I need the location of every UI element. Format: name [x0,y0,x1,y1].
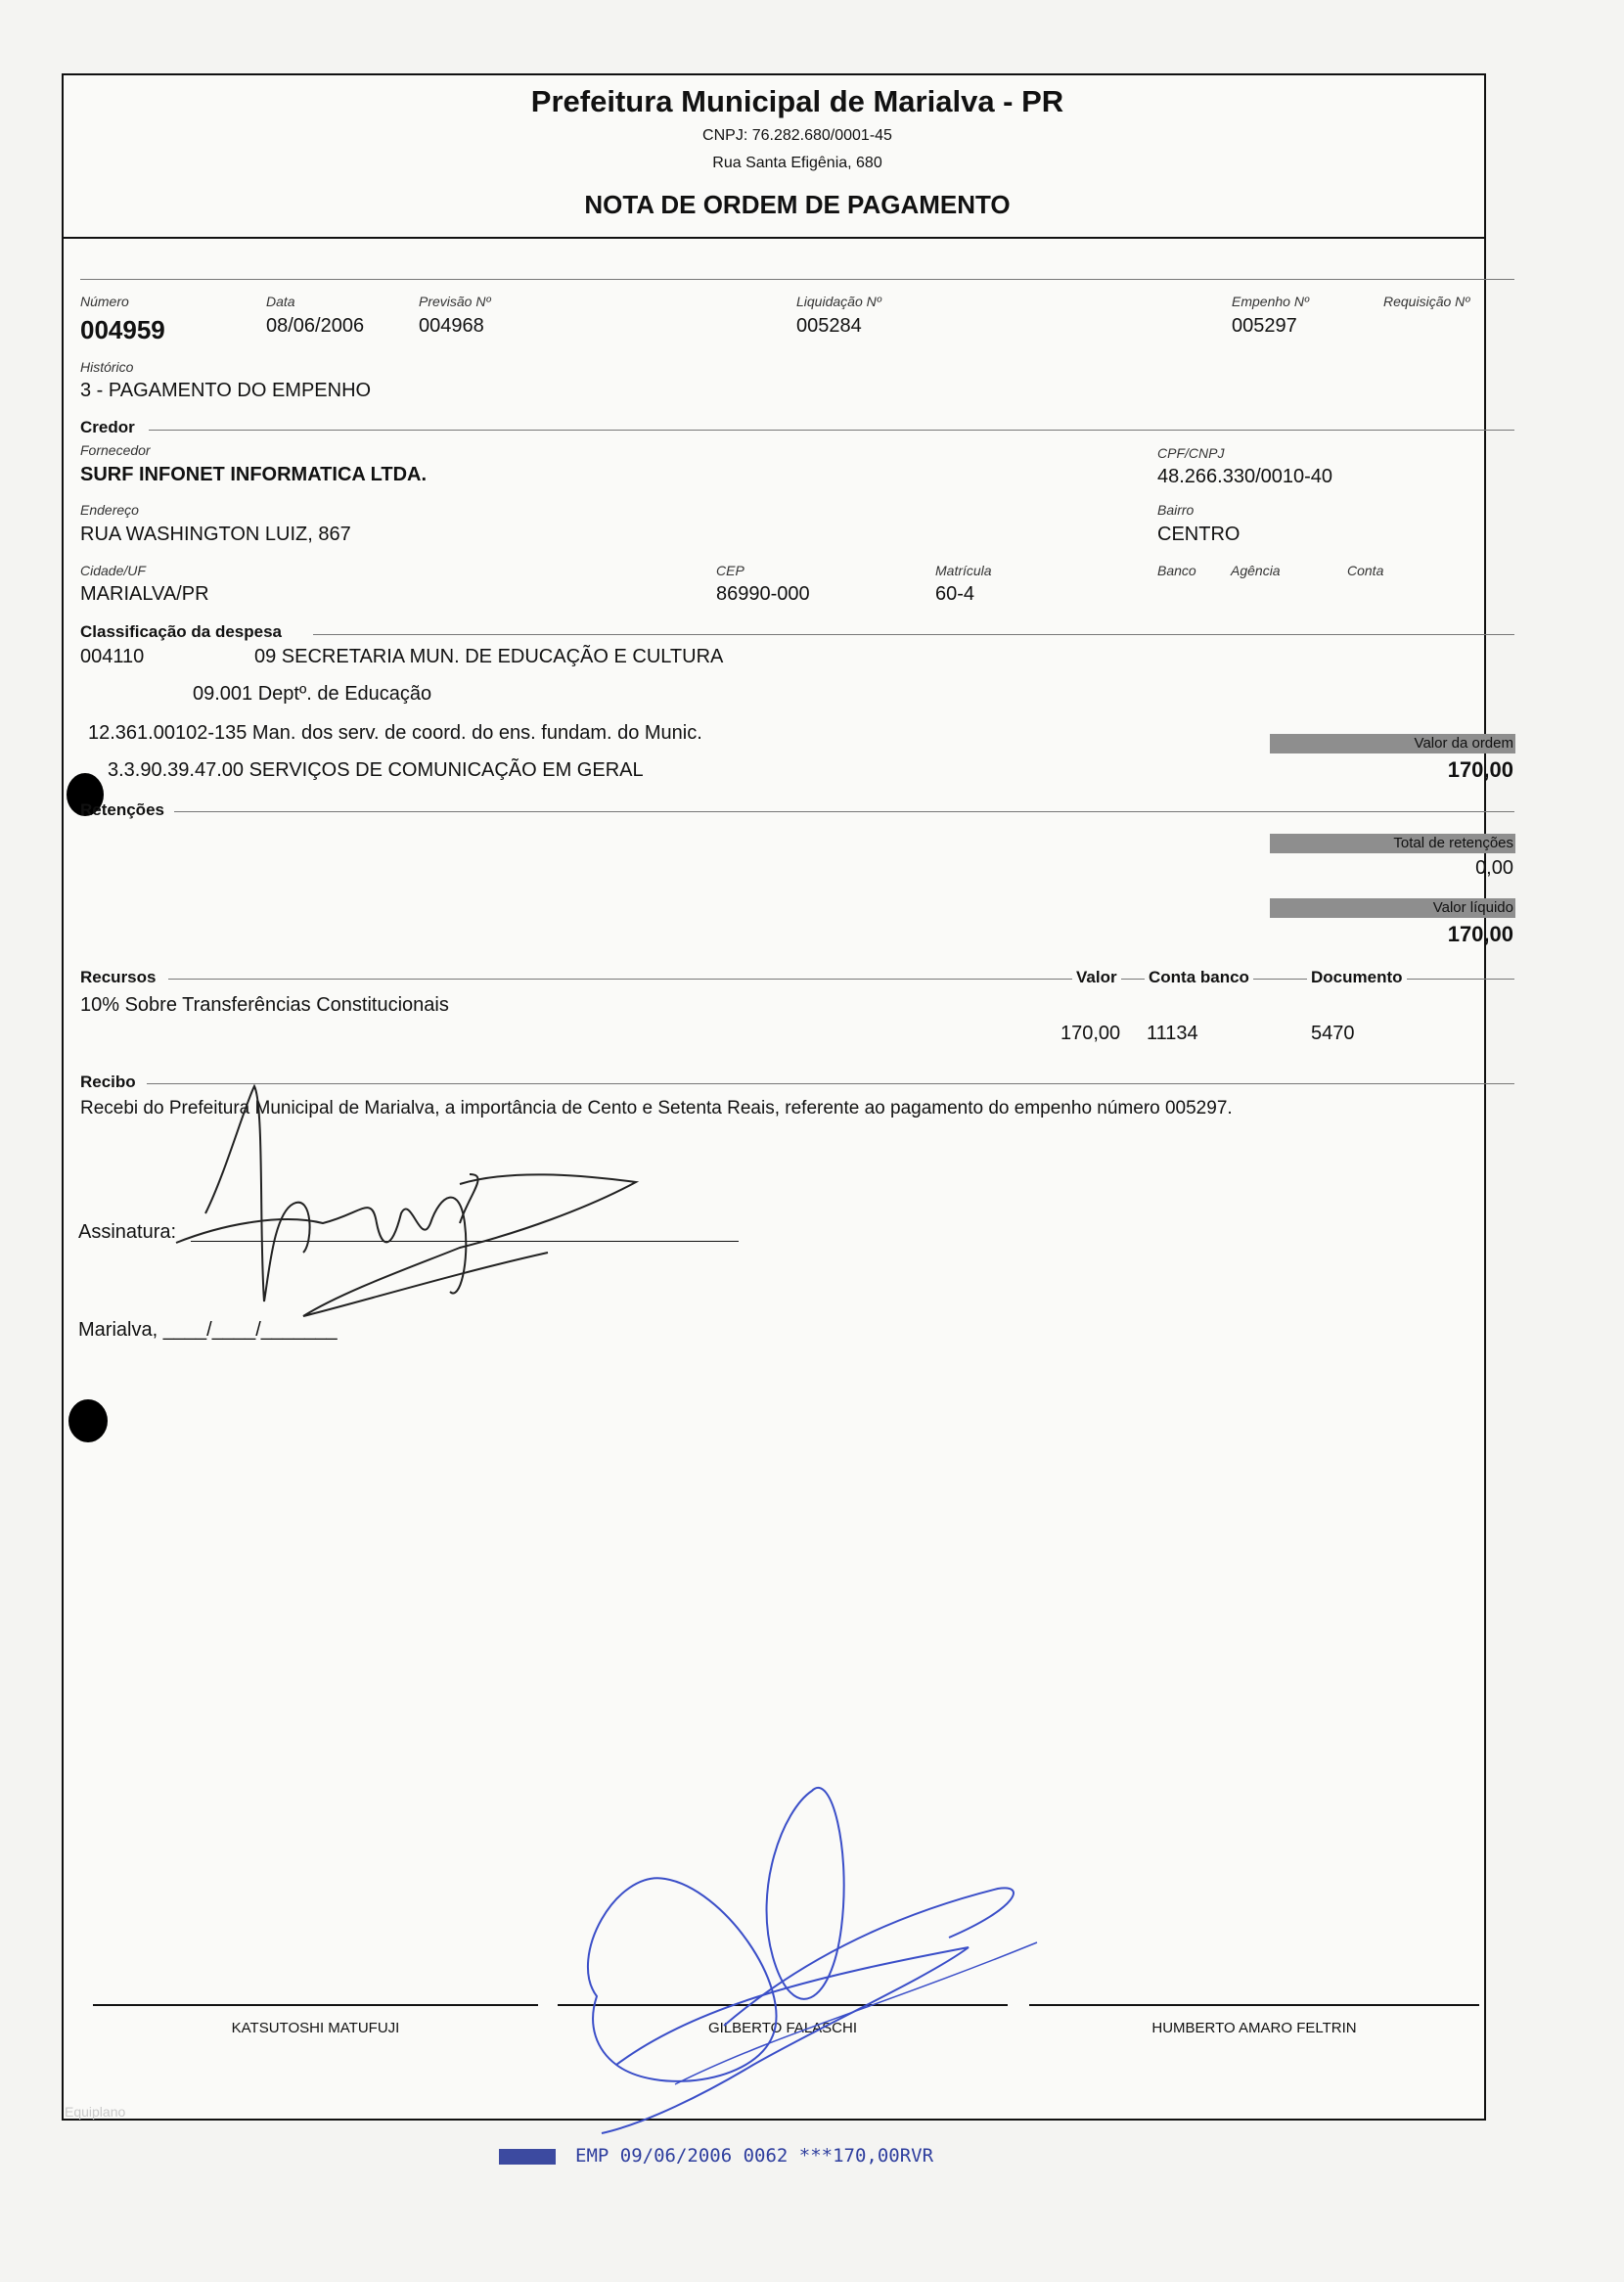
cidade-value: MARIALVA/PR [80,583,209,605]
recursos-section-title: Recursos [80,968,157,986]
numero-label: Número [80,294,129,309]
credor-divider [149,430,1514,431]
recursos-valor: 170,00 [1060,1023,1121,1044]
classificacao-code: 004110 [80,646,145,667]
header-divider [62,237,1486,239]
cnpj-text: CNPJ: 76.282.680/0001-45 [702,127,892,144]
empenho-label: Empenho Nº [1232,294,1310,309]
liquidacao-label: Liquidação Nº [796,294,881,309]
bank-stamp-icon [499,2149,556,2165]
valor-liquido-label: Valor líquido [1432,899,1513,916]
assinatura-label: Assinatura: [78,1221,177,1243]
retencoes-divider [174,811,1514,812]
total-retencoes-value: 0,00 [1475,857,1513,879]
data-recibo-label: Marialva, ____/____/_______ [78,1319,338,1341]
previsao-value: 004968 [419,315,484,337]
agencia-label: Agência [1231,563,1281,578]
retencoes-section-title: Retenções [80,800,164,819]
watermark-text: Equiplano [65,2104,126,2120]
cidade-label: Cidade/UF [80,563,146,578]
historico-label: Histórico [80,359,134,375]
signatory-1: KATSUTOSHI MATUFUJI [231,2020,400,2036]
valor-ordem-label: Valor da ordem [1414,735,1513,752]
banco-label: Banco [1157,563,1196,578]
previsao-label: Previsão Nº [419,294,491,309]
classificacao-line3: 12.361.00102-135 Man. dos serv. de coord. do ens. fundam. do Munic. [88,722,702,744]
fornecedor-label: Fornecedor [80,442,151,458]
empenho-value: 005297 [1232,315,1297,337]
matricula-value: 60-4 [935,583,975,605]
data-value: 08/06/2006 [266,315,365,337]
document-title: NOTA DE ORDEM DE PAGAMENTO [584,190,1011,219]
official-signature [558,1771,1047,2143]
credor-section-title: Credor [80,418,135,436]
total-retencoes-label: Total de retenções [1393,835,1513,851]
recursos-descricao: 10% Sobre Transferências Constitucionais [80,994,449,1016]
fields-top-divider [80,279,1514,280]
historico-value: 3 - PAGAMENTO DO EMPENHO [80,380,372,401]
signatory-3: HUMBERTO AMARO FELTRIN [1151,2020,1357,2036]
address-text: Rua Santa Efigênia, 680 [712,155,882,171]
recursos-valor-header: Valor [1072,968,1121,987]
valor-liquido-value: 170,00 [1447,922,1513,946]
signature-line-3 [1029,2004,1479,2006]
requisicao-label: Requisição Nº [1383,294,1470,309]
classificacao-line1: 09 SECRETARIA MUN. DE EDUCAÇÃO E CULTURA [254,646,724,667]
classificacao-section-title: Classificação da despesa [80,622,283,641]
conta-label: Conta [1347,563,1384,578]
recursos-documento-header: Documento [1307,968,1407,987]
classificacao-line2: 09.001 Deptº. de Educação [193,683,432,705]
data-label: Data [266,294,295,309]
page-title: Prefeitura Municipal de Marialva - PR [530,84,1064,118]
signatory-2: GILBERTO FALASCHI [708,2020,857,2036]
bairro-label: Bairro [1157,502,1195,518]
classificacao-line4: 3.3.90.39.47.00 SERVIÇOS DE COMUNICAÇÃO EM GERAL [108,759,644,781]
classificacao-divider [313,634,1514,635]
liquidacao-value: 005284 [796,315,862,337]
recibo-section-title: Recibo [80,1073,136,1091]
recipient-signature [166,1076,675,1331]
numero-value: 004959 [80,315,165,344]
recursos-documento: 5470 [1311,1023,1355,1044]
matricula-label: Matrícula [935,563,992,578]
signature-line-1 [93,2004,538,2006]
hole-punch-2 [68,1399,108,1442]
cep-value: 86990-000 [716,583,810,605]
recursos-conta-header: Conta banco [1145,968,1253,987]
bairro-value: CENTRO [1157,524,1241,545]
recibo-text: Recebi do Prefeitura Municipal de Marialva, a importância de Cento e Setenta Reais, referente ao pagamento do empenho número 005297. [80,1098,1233,1118]
recursos-conta: 11134 [1147,1023,1198,1044]
cep-label: CEP [716,563,744,578]
fornecedor-value: SURF INFONET INFORMATICA LTDA. [80,464,428,485]
valor-ordem-value: 170,00 [1447,757,1513,782]
cpf-value: 48.266.330/0010-40 [1157,466,1333,487]
cpf-label: CPF/CNPJ [1157,445,1225,461]
bank-stamp: EMP 09/06/2006 0062 ***170,00RVR [575,2145,934,2167]
endereco-label: Endereço [80,502,139,518]
endereco-value: RUA WASHINGTON LUIZ, 867 [80,524,351,545]
